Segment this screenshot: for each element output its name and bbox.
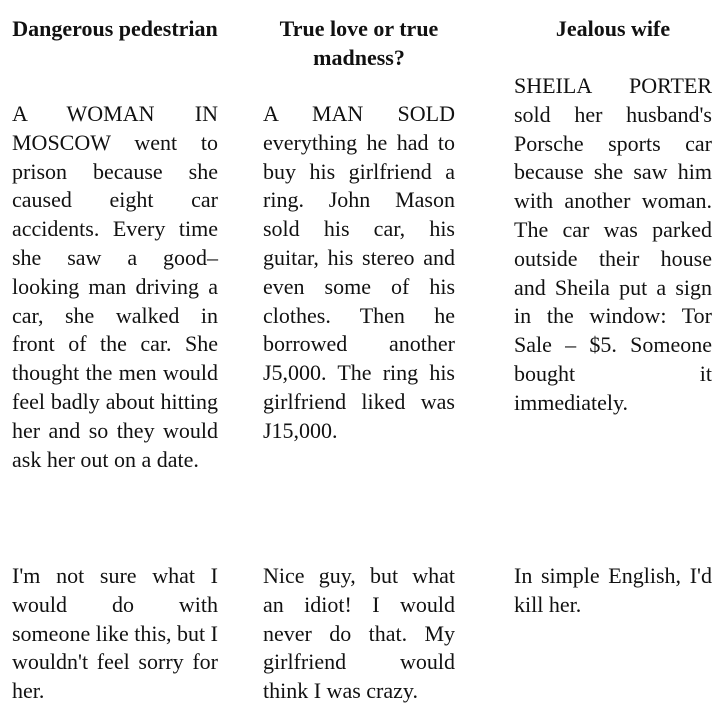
- article-story: A MAN SOLD everything he had to buy his girlfriend a ring. John Mason sold his car, his guitar, his stereo and even some of his clothes. Then he borrowed another J5,000. The ring his girlfriend liked was J15,000.: [263, 101, 455, 443]
- reader-comment: Nice guy, but what an idiot! I would never do that. My girlfriend would think I was crazy.: [263, 563, 455, 704]
- article-column-jealous-wife: [514, 14, 712, 617]
- reader-comment: In simple English, I'd kill her.: [514, 563, 712, 617]
- article-column-true-love: [263, 14, 455, 704]
- article-heading: Dangerous pedestrian: [12, 16, 218, 41]
- article-column-dangerous-pedestrian: [12, 14, 218, 704]
- article-story: SHEILA PORTER sold her husband's Porsche sports car because she saw him with another woman. The car was parked outside their house and Sheila put a sign in the window: Tor Sale – $5. Someone bought it immediately.: [514, 73, 712, 415]
- article-story: A WOMAN IN MOSCOW went to prison because she caused eight car accidents. Every time she saw a good–looking man driving a car, she walked in front of the car. She thought the men would feel badly about hitting her and so they would ask her out on a date.: [12, 101, 218, 472]
- article-heading: Jealous wife: [555, 16, 671, 41]
- reader-comment: I'm not sure what I would do with someone like this, but I wouldn't feel sorry for her.: [12, 563, 218, 704]
- article-heading: True love or true madness?: [279, 16, 439, 70]
